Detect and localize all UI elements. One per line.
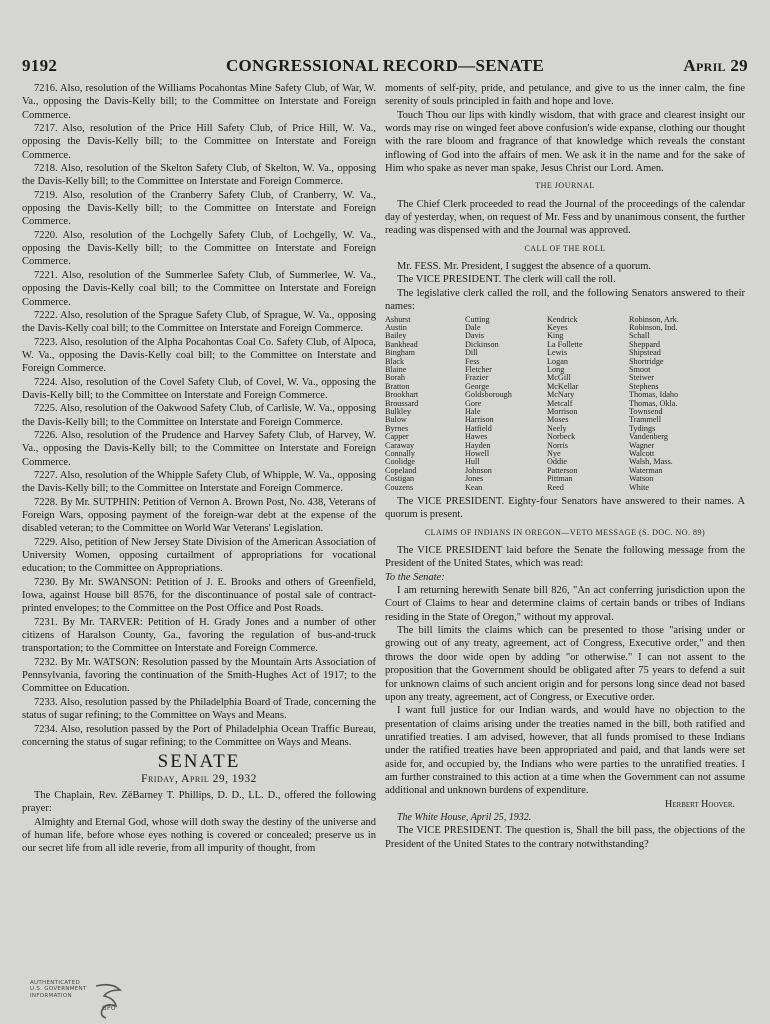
vice-president-call: The VICE PRESIDENT. The clerk will call the roll. bbox=[397, 274, 616, 286]
senate-section-title: SENATE bbox=[157, 751, 241, 773]
senator-name: Blaine bbox=[385, 364, 407, 374]
senator-name: Kean bbox=[465, 482, 483, 492]
senator-name: Robinson, Ark. bbox=[629, 314, 679, 324]
to-senate-salutation: To the Senate: bbox=[385, 571, 445, 583]
petition-paragraph: 7231. By Mr. TARVER: Petition of H. Grady Jones and a number of other citizens of Haralson County, Ga., favoring the regulation of bus-and-truck transportation; to the Committee on Interstate and Foreign Commerce. bbox=[22, 616, 376, 655]
senator-name: Bailey bbox=[385, 331, 407, 341]
senator-name: Pittman bbox=[547, 474, 573, 484]
senator-name: Walsh, Mass. bbox=[629, 457, 673, 467]
senator-name: McGill bbox=[547, 373, 571, 383]
senator-name: Neely bbox=[547, 423, 567, 433]
gpo-text: GPO bbox=[102, 1005, 116, 1012]
senator-name: Austin bbox=[385, 322, 407, 332]
senator-name: Black bbox=[385, 356, 405, 366]
senator-name: Townsend bbox=[629, 406, 663, 416]
logo-line-2: U.S. GOVERNMENT bbox=[30, 986, 87, 993]
senator-name: Bingham bbox=[385, 348, 416, 358]
senator-name: Hatfield bbox=[465, 423, 492, 433]
veto-message-paragraph-3: I want full justice for our Indian wards, and would have no objection to the presentation of claims arising under the treaties named in the bill, both ratified and unratified treaties. I am advised, however, that all funds promised to these Indians under the ratified treaties have been appropriated and paid, and that lands were set aside for, and occupied by, the Indians who were parties to the unratified treaties. I am further constrained to this action at a time when the Government can not assume additional and unknown burdens of expenditure. bbox=[385, 705, 745, 797]
senator-name: Metcalf bbox=[547, 398, 573, 408]
petition-paragraph: 7219. Also, resolution of the Cranberry Safety Club, of Cranberry, W. Va., opposing the Davis-Kelly bill; to the Committee on Interstate and Foreign Commerce. bbox=[22, 189, 376, 228]
senator-name: Wagner bbox=[629, 440, 655, 450]
clerk-paragraph: The legislative clerk called the roll, and the following Senators answered to their names: bbox=[385, 287, 745, 313]
final-question-paragraph: The VICE PRESIDENT. The question is, Shall the bill pass, the objections of the President of the United States to the contrary notwithstanding? bbox=[385, 825, 745, 850]
roll-call-column bbox=[629, 316, 741, 493]
senator-name: Shipstead bbox=[629, 348, 661, 358]
senator-name: Bratton bbox=[385, 381, 410, 391]
page-date: April 29 bbox=[683, 56, 748, 75]
senator-name: Bankhead bbox=[385, 339, 418, 349]
senator-name: Hayden bbox=[465, 440, 491, 450]
senator-name: White bbox=[629, 482, 650, 492]
senator-name: Sheppard bbox=[629, 339, 660, 349]
petition-paragraph: 7218. Also, resolution of the Skelton Safety Club, of Skelton, W. Va., opposing the Davis-Kelly bill; to the Committee on Interstate and Foreign Commerce. bbox=[22, 163, 376, 188]
senator-name: Robinson, Ind. bbox=[629, 322, 678, 332]
petition-paragraph: 7233. Also, resolution passed by the Philadelphia Board of Trade, concerning the status of sugar refining; to the Committee on Ways and Means. bbox=[22, 696, 376, 722]
senator-name: Costigan bbox=[385, 474, 415, 484]
fess-paragraph: Mr. FESS. Mr. President, I suggest the absence of a quorum. bbox=[397, 261, 652, 273]
senator-name: Walcott bbox=[629, 449, 655, 458]
senator-name: Tydings bbox=[629, 423, 656, 433]
petition-paragraph: 7224. Also, resolution of the Covel Safety Club, of Covel, W. Va., opposing the Davis-Kelly bill; to the Committee on Interstate and Foreign Commerce. bbox=[22, 376, 376, 401]
petition-list bbox=[22, 82, 376, 749]
petition-paragraph: 7227. Also, resolution of the Whipple Safety Club, of Whipple, W. Va., opposing the Davis-Kelly bill; to the Committee on Interstate and Foreign Commerce. bbox=[22, 469, 376, 495]
senator-name: Ashurst bbox=[385, 314, 411, 324]
petition-paragraph: 7232. By Mr. WATSON: Resolution passed by the Mountain Arts Association of Pennsylvania, favoring the continuation of the Smith-Hughes Act of 1917; to the Committee on Education. bbox=[22, 656, 376, 695]
page-number: 9192 bbox=[22, 56, 58, 75]
gpo-authentication-logo bbox=[30, 980, 130, 1020]
senator-name: Fess bbox=[465, 356, 480, 366]
left-column bbox=[22, 82, 376, 856]
senator-name: Reed bbox=[547, 482, 564, 492]
roll-call-column bbox=[465, 316, 547, 493]
senator-name: Brookhart bbox=[385, 390, 419, 400]
senator-name: Hawes bbox=[465, 432, 488, 442]
senator-name: Broussard bbox=[385, 398, 419, 408]
senator-name: Dill bbox=[465, 348, 478, 358]
senator-name: Gore bbox=[465, 398, 482, 408]
senator-name: Borah bbox=[385, 373, 406, 383]
senator-name: Norbeck bbox=[547, 432, 576, 442]
senator-name: La Follette bbox=[547, 339, 583, 349]
veto-message-paragraph-1: I am returning herewith Senate bill 826, "An act conferring jurisdiction upon the Court of Claims to hear and determine claims of certain bands or tribes of Indians residing in the State of Oregon," without my approval. bbox=[385, 585, 745, 623]
petition-paragraph: 7234. Also, resolution passed by the Port of Philadelphia Ocean Traffic Bureau, concerning the status of sugar refining; to the Committee on Ways and Means. bbox=[22, 723, 376, 748]
petition-paragraph: 7229. Also, petition of New Jersey State Division of the American Association of University Women, opposing curtailment of appropriations for vocational education; to the Committee on Appropriations. bbox=[22, 536, 376, 575]
senator-name: Jones bbox=[465, 474, 484, 484]
logo-line-1: AUTHENTICATED bbox=[30, 980, 80, 986]
roll-call-heading: CALL OF THE ROLL bbox=[524, 243, 606, 253]
senator-name: Stephens bbox=[629, 381, 659, 391]
petition-paragraph: 7228. By Mr. SUTPHIN: Petition of Vernon A. Brown Post, No. 438, Veterans of Foreign Wars, opposing payment of the foreign-war debt at the expense of the disabled veteran; to the Committee on World War Veterans' Legislation. bbox=[22, 496, 376, 535]
senator-name: Thomas, Idaho bbox=[629, 390, 679, 400]
senator-name: Goldsborough bbox=[465, 390, 512, 400]
petition-paragraph: 7217. Also, resolution of the Price Hill Safety Club, of Price Hill, W. Va., opposing the Davis-Kelly bill; to the Committee on Interstate and Foreign Commerce. bbox=[22, 123, 376, 161]
senator-name: Hale bbox=[465, 406, 481, 416]
veto-message-paragraph-2: The bill limits the claims which can be presented to those "arising under or growing out of any treaty, agreement, act of Congress, Executive order," and then throws the door wide open by adding "or otherwise." I can not assent to the proposition that the Government should be obligated after 75 years to defend a suit for unknown claims of such ancient origin and for persons long since dead not based upon any treaty, agreement, act of Congress, or Executive order. bbox=[385, 625, 745, 703]
senator-name: Thomas, Okla. bbox=[629, 398, 678, 408]
senator-name: Lewis bbox=[547, 348, 568, 358]
senator-name: Byrnes bbox=[385, 423, 409, 433]
senator-name: Johnson bbox=[465, 465, 492, 475]
senator-name: Nye bbox=[547, 449, 561, 458]
senator-name: Cutting bbox=[465, 314, 490, 324]
roll-call-list bbox=[385, 316, 745, 493]
senator-name: Norris bbox=[547, 440, 568, 450]
roll-call-column bbox=[385, 316, 465, 493]
petition-paragraph: 7230. By Mr. SWANSON: Petition of J. E. Brooks and others of Greenfield, Iowa, against House bill 8576, for the discontinuance of postal sale of contract-printed envelopes; to the Committee on the Post Office and Post Roads. bbox=[22, 576, 376, 615]
journal-paragraph: The Chief Clerk proceeded to read the Journal of the proceedings of the calendar day of yesterday, when, on request of Mr. Fess and by unanimous consent, the further reading was dispensed with and the Journal was approved. bbox=[385, 198, 745, 237]
roll-call-column bbox=[547, 316, 629, 493]
right-column bbox=[385, 82, 745, 851]
senator-name: Capper bbox=[385, 432, 409, 442]
senator-name: Vandenberg bbox=[629, 432, 668, 442]
senator-name: Connally bbox=[385, 449, 416, 458]
senator-name: Schall bbox=[629, 331, 650, 341]
senator-name: Copeland bbox=[385, 465, 417, 475]
eagle-icon bbox=[92, 980, 124, 1020]
senator-name: Dickinson bbox=[465, 339, 499, 349]
page-header bbox=[22, 56, 748, 80]
senator-name: McKellar bbox=[547, 381, 579, 391]
senator-name: Moses bbox=[547, 415, 569, 425]
senator-name: Morrison bbox=[547, 406, 578, 416]
senate-date: Friday, April 29, 1932 bbox=[141, 772, 257, 785]
senator-name: Oddie bbox=[547, 457, 568, 467]
journal-heading: THE JOURNAL bbox=[535, 181, 595, 191]
page-title: CONGRESSIONAL RECORD—SENATE bbox=[225, 56, 545, 75]
petition-paragraph: 7223. Also, resolution of the Alpha Pocahontas Coal Co. Safety Club, of Alpoca, W. Va., opposing the Davis-Kelly coal bill; to the Committee on Interstate and Foreign Commerce. bbox=[22, 336, 376, 375]
prayer-continuation: moments of self-pity, pride, and petulance, and give to us the inner calm, the fine serenity of souls principled in faith and hope and love. bbox=[385, 83, 745, 108]
senator-name: Watson bbox=[629, 474, 654, 484]
veto-intro-paragraph: The VICE PRESIDENT laid before the Senate the following message from the President of the United States, which was read: bbox=[385, 545, 745, 570]
senator-name: Hull bbox=[465, 457, 480, 467]
petition-paragraph: 7226. Also, resolution of the Prudence and Harvey Safety Club, of Harvey, W. Va., opposing the Davis-Kelly bill; to the Committee on Interstate and Foreign Commerce. bbox=[22, 429, 376, 468]
senator-name: Howell bbox=[465, 449, 490, 458]
senator-name: Logan bbox=[547, 356, 568, 366]
senator-name: Frazier bbox=[465, 373, 489, 383]
senator-name: Fletcher bbox=[465, 364, 492, 374]
petition-paragraph: 7222. Also, resolution of the Sprague Safety Club, of Sprague, W. Va., opposing the Davis-Kelly coal bill; to the Committee on Interstate and Foreign Commerce. bbox=[22, 309, 376, 335]
chaplain-paragraph: The Chaplain, Rev. ZēBarney T. Phillips, D. D., LL. D., offered the following prayer: bbox=[22, 789, 376, 815]
claims-heading: CLAIMS OF INDIANS IN OREGON—VETO MESSAGE (S. DOC. NO. 89) bbox=[424, 527, 706, 537]
senator-name: Bulow bbox=[385, 415, 407, 425]
petition-paragraph: 7221. Also, resolution of the Summerlee Safety Club, of Summerlee, W. Va., opposing the Davis-Kelly coal bill; to the Committee on Interstate and Foreign Commerce. bbox=[22, 269, 376, 308]
senator-name: Couzens bbox=[385, 482, 414, 492]
senator-name: Shortridge bbox=[629, 356, 664, 366]
senator-name: Harrison bbox=[465, 415, 494, 425]
prayer-paragraph: Almighty and Eternal God, whose will doth sway the destiny of the universe and of human life, before whose eyes nothing is covered or concealed; preserve us in our secret life from all idle reverie, from all impurity of thought, from bbox=[22, 816, 376, 855]
senator-name: Kendrick bbox=[547, 314, 578, 324]
prayer-ending: Touch Thou our lips with kindly wisdom, that with grace and clearest insight our words may rise on winged feet above confusion's wide expanse, clothing our thought with the rare bloom and fragrance of that knowledge which reveals the constant inflowing of God into the affairs of men. We ask it in the name and for the sake of Him who spake as never man spake, Jesus Christ our Lord. Amen. bbox=[385, 109, 745, 175]
senator-name: Bulkley bbox=[385, 406, 411, 416]
senator-name: King bbox=[547, 331, 564, 341]
petition-paragraph: 7225. Also, resolution of the Oakwood Safety Club, of Carlisle, W. Va., opposing the Davis-Kelly bill; to the Committee on Interstate and Foreign Commerce. bbox=[22, 403, 376, 428]
senator-name: Coolidge bbox=[385, 457, 416, 467]
senator-name: Long bbox=[547, 364, 565, 374]
senator-name: George bbox=[465, 381, 489, 391]
logo-line-3: INFORMATION bbox=[30, 992, 72, 999]
senator-name: Trammell bbox=[629, 415, 661, 425]
senator-name: Caraway bbox=[385, 440, 415, 450]
quorum-paragraph: The VICE PRESIDENT. Eighty-four Senators have answered to their names. A quorum is present. bbox=[385, 496, 745, 521]
senator-name: Waterman bbox=[629, 465, 663, 475]
senator-name: Davis bbox=[465, 331, 485, 341]
senator-name: Keyes bbox=[547, 322, 568, 332]
senator-name: McNary bbox=[547, 390, 575, 400]
petition-paragraph: 7216. Also, resolution of the Williams Pocahontas Mine Safety Club, of War, W. Va., opposing the Davis-Kelly bill; to the Committee on Interstate and Foreign Commerce. bbox=[22, 83, 376, 121]
senator-name: Smoot bbox=[629, 364, 651, 374]
senator-name: Steiwer bbox=[629, 373, 655, 383]
senator-name: Patterson bbox=[547, 465, 578, 475]
signature: Herbert Hoover. bbox=[665, 798, 735, 810]
senator-name: Dale bbox=[465, 322, 481, 332]
petition-paragraph: 7220. Also, resolution of the Lochgelly Safety Club, of Lochgelly, W. Va., opposing the Davis-Kelly bill; to the Committee on Interstate and Foreign Commerce. bbox=[22, 229, 376, 268]
white-house-dateline: The White House, April 25, 1932. bbox=[397, 811, 532, 823]
